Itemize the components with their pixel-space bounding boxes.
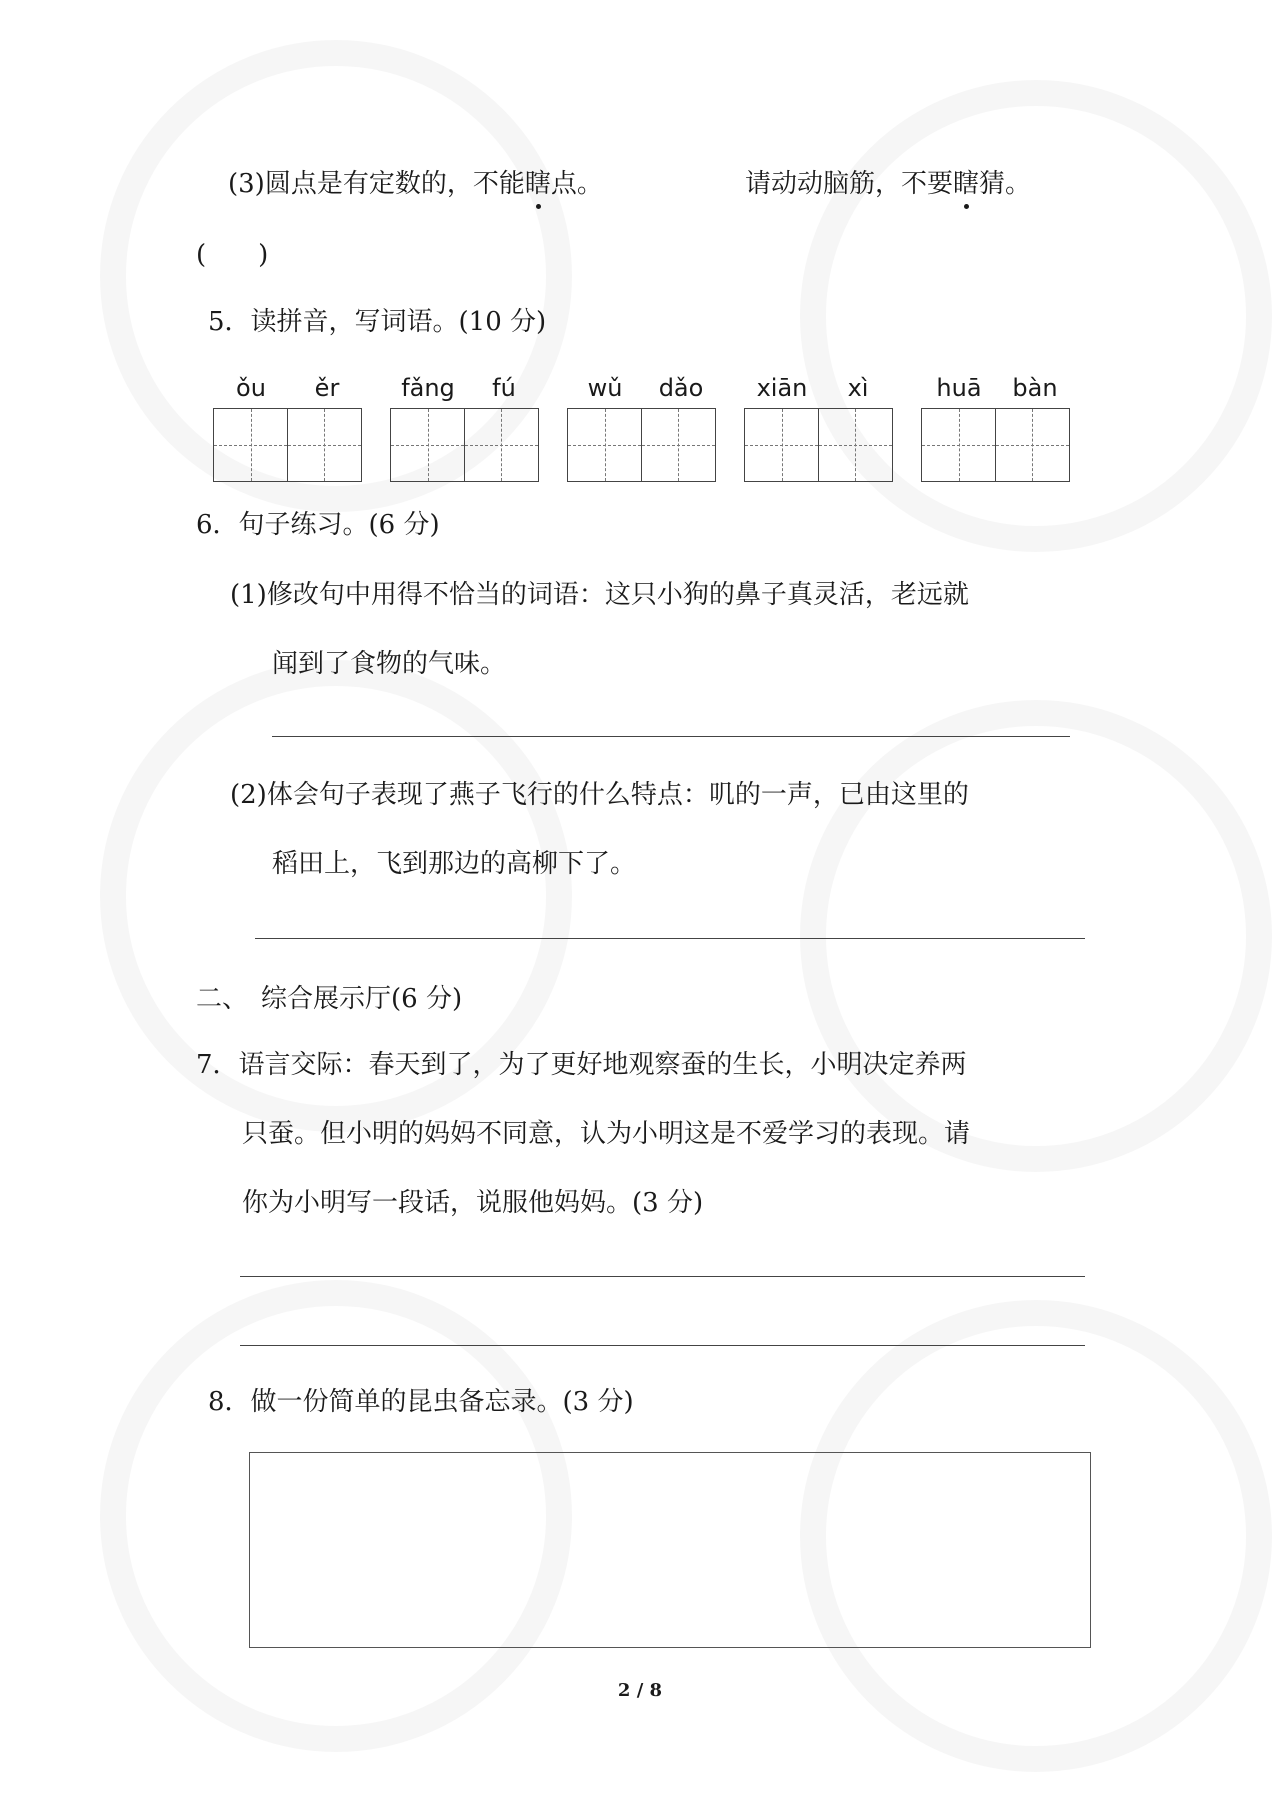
q5-title: 5．读拼音，写词语。(10 分) (208, 307, 547, 337)
tianzige-box[interactable] (390, 408, 465, 482)
q4-item3-s2-before: 请动动脑筋，不要 (745, 169, 954, 199)
memo-answer-box[interactable] (249, 1452, 1091, 1648)
answer-line[interactable] (240, 1345, 1085, 1346)
pinyin-group (567, 362, 719, 482)
answer-paren[interactable]: ( ) (196, 240, 269, 270)
tianzige-box[interactable] (464, 408, 539, 482)
q7-line1: 7．语言交际：春天到了，为了更好地观察蚕的生长，小明决定养两 (196, 1050, 967, 1080)
tianzige-box[interactable] (921, 408, 996, 482)
tianzige-box[interactable] (744, 408, 819, 482)
pinyin-syllable: ěr (314, 374, 340, 402)
pinyin-group (744, 362, 896, 482)
q6-item2-line1: (2)体会句子表现了燕子飞行的什么特点：叽的一声，已由这里的 (230, 780, 969, 810)
pinyin-syllable: dǎo (658, 374, 704, 402)
answer-line[interactable] (272, 736, 1070, 737)
q4-item3-s2-after: 猜。 (979, 169, 1032, 199)
tianzige-box[interactable] (641, 408, 716, 482)
q6-title: 6．句子练习。(6 分) (196, 510, 440, 540)
pinyin-group (921, 362, 1073, 482)
pinyin-syllable: wǔ (587, 374, 623, 402)
tianzige-box[interactable] (995, 408, 1070, 482)
section2-title: 二、 综合展示厅(6 分) (196, 984, 463, 1014)
q8-title: 8．做一份简单的昆虫备忘录。(3 分) (208, 1387, 634, 1417)
page-number: 2 / 8 (617, 1680, 663, 1701)
q4-item3-line (228, 167, 603, 201)
q6-item1-line1: (1)修改句中用得不恰当的词语：这只小狗的鼻子真灵活，老远就 (230, 580, 969, 610)
answer-line[interactable] (240, 1276, 1085, 1277)
tianzige-box[interactable] (213, 408, 288, 482)
emphasis-char: 瞎 (524, 169, 551, 199)
pinyin-syllable: fú (492, 374, 516, 402)
q6-item2-line2: 稻田上，飞到那边的高柳下了。 (272, 849, 637, 879)
answer-line[interactable] (255, 938, 1085, 939)
pinyin-group (390, 362, 542, 482)
q4-item3-s1-after: 点。 (550, 169, 603, 199)
q4-item3-sentence2 (745, 167, 1031, 201)
emphasis-char: 瞎 (953, 169, 980, 199)
q4-item3-s1-before: 圆点是有定数的，不能 (264, 169, 525, 199)
q4-item3-label: (3) (228, 169, 265, 199)
pinyin-syllable: ǒu (236, 374, 266, 402)
q7-line3: 你为小明写一段话，说服他妈妈。(3 分) (242, 1188, 704, 1218)
pinyin-syllable: bàn (1012, 374, 1058, 402)
watermark-seal (800, 700, 1272, 1172)
q7-line2: 只蚕。但小明的妈妈不同意，认为小明这是不爱学习的表现。请 (242, 1119, 971, 1149)
pinyin-syllable: huā (936, 374, 982, 402)
pinyin-syllable: xì (847, 374, 869, 402)
tianzige-box[interactable] (567, 408, 642, 482)
pinyin-group (213, 362, 365, 482)
tianzige-box[interactable] (287, 408, 362, 482)
pinyin-syllable: fǎng (401, 374, 455, 402)
tianzige-box[interactable] (818, 408, 893, 482)
q6-item1-line2: 闻到了食物的气味。 (272, 649, 507, 679)
pinyin-syllable: xiān (756, 374, 808, 402)
